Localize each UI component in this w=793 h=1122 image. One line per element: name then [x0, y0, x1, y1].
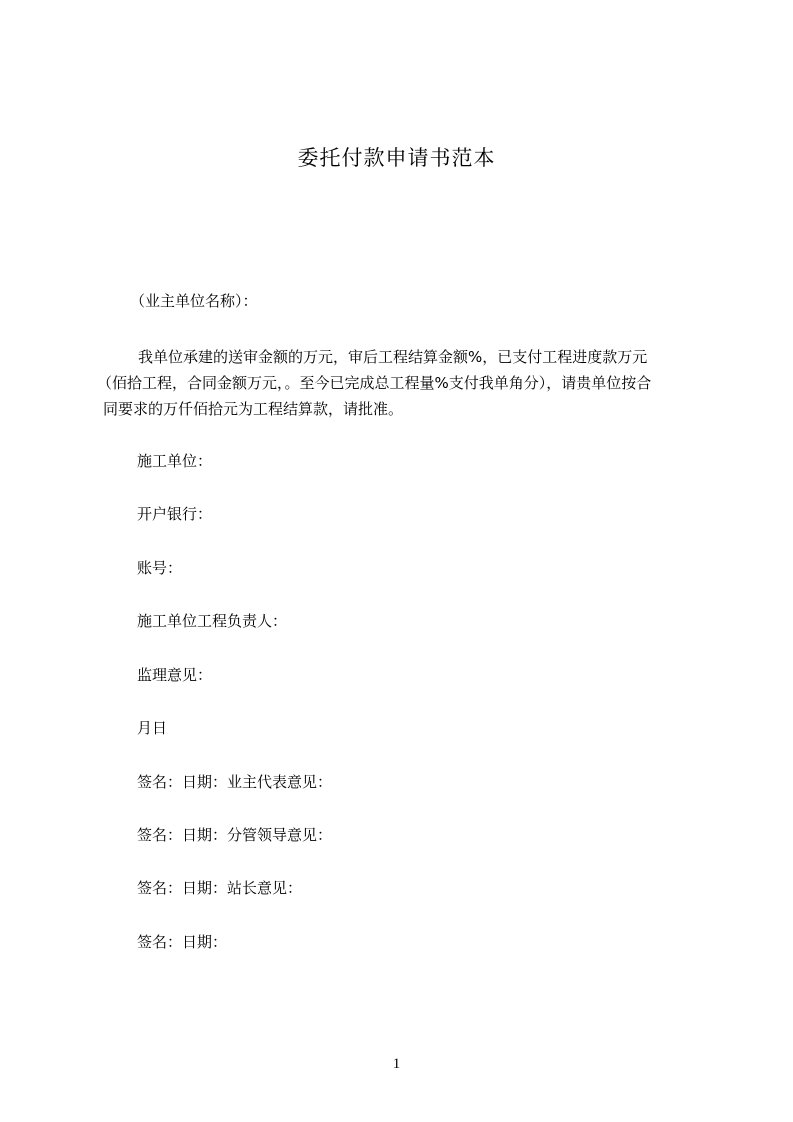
- document-title: 委托付款申请书范本: [297, 146, 496, 170]
- field-month-day: 月日: [137, 719, 168, 737]
- field-station-chief-opinion: 签名：日期：站长意见：: [137, 879, 303, 897]
- field-account-number: 账号：: [137, 559, 183, 577]
- field-leader-opinion: 签名：日期：分管领导意见：: [137, 826, 333, 844]
- field-signature-date: 签名：日期：: [137, 933, 228, 951]
- body-line: 我单位承建的送审金额的万元，审后工程结算金额%，已支付工程进度款万元: [138, 348, 648, 366]
- addressee-line: （业主单位名称）：: [130, 292, 258, 310]
- field-contractor: 施工单位：: [137, 452, 213, 470]
- body-paragraph: [97, 344, 703, 422]
- body-line: （佰拾工程，合同金额万元，。至今已完成总工程量%支付我单角分），请贵单位按合: [97, 374, 652, 392]
- page-number: 1: [392, 1056, 401, 1072]
- field-contractor-manager: 施工单位工程负责人：: [137, 612, 288, 630]
- body-line: 同要求的万仟佰拾元为工程结算款，请批准。: [103, 400, 404, 418]
- field-bank: 开户银行：: [137, 505, 213, 523]
- field-supervisor-opinion: 监理意见：: [137, 666, 213, 684]
- field-owner-rep-opinion: 签名：日期：业主代表意见：: [137, 773, 333, 791]
